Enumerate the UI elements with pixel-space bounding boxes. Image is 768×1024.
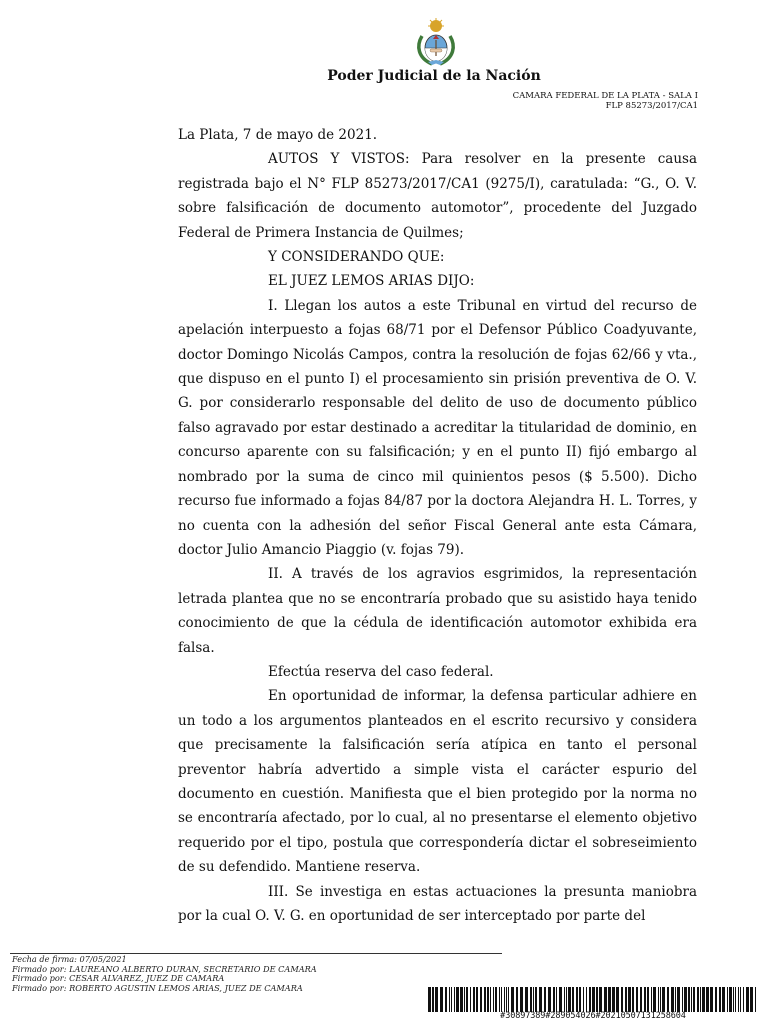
barcode-bar: [596, 987, 598, 1012]
paragraph-section-3: III. Se investiga en estas actuaciones la presunta maniobra por la cual O. V. G. en oportunidad de ser interceptado por parte del: [178, 883, 697, 924]
court-name: CAMARA FEDERAL DE LA PLATA - SALA I: [512, 91, 698, 101]
barcode-bar: [715, 987, 717, 1012]
barcode-bar: [499, 987, 500, 1012]
barcode-bar: [671, 987, 674, 1012]
barcode-bar: [628, 987, 631, 1012]
barcode-bar: [700, 987, 701, 1012]
barcode-bar: [743, 987, 744, 1012]
barcode-bar: [733, 987, 734, 1012]
barcode-bar: [710, 987, 713, 1012]
barcode-bar: [608, 987, 611, 1012]
barcode-bar: [480, 987, 482, 1012]
barcode-bar: [530, 987, 532, 1012]
paragraph-reserva: Efectúa reserva del caso federal.: [268, 663, 494, 680]
barcode-bar: [466, 987, 468, 1012]
paragraph-autos-y-vistos: AUTOS Y VISTOS: Para resolver en la presente causa registrada bajo el N° FLP 85273/2017/CA1 (9275/I), caratulada: “G., O. V. sobre falsificación de documento automotor”, procedente del Juzgado Federal de Primera Instancia de Quilmes;: [178, 151, 697, 241]
case-reference: FLP 85273/2017/CA1: [605, 101, 698, 111]
barcode-bar: [658, 987, 659, 1012]
barcode-bar: [746, 987, 749, 1012]
barcode-bar: [511, 987, 514, 1012]
barcode-bar: [525, 987, 528, 1012]
barcode-bar: [451, 987, 452, 1012]
barcode-bar: [516, 987, 518, 1012]
paragraph-considerando: Y CONSIDERANDO QUE:: [268, 249, 445, 266]
signature-footer: [12, 955, 317, 993]
barcode-bar: [740, 987, 741, 1012]
barcode-bar: [675, 987, 676, 1012]
barcode-bar: [568, 987, 571, 1012]
barcode-bar: [432, 987, 434, 1012]
barcode-bar: [454, 987, 455, 1012]
paragraph-section-2: II. A través de los agravios esgrimidos, la representación letrada plantea que no se encontraría probado que su asistido haya tenido conocimiento de que la cédula de identificación automotor exhibida era falsa.: [178, 566, 697, 656]
barcode-bar: [520, 987, 523, 1012]
barcode-bar: [667, 987, 669, 1012]
barcode-bar: [449, 987, 450, 1012]
barcode-bar: [559, 987, 562, 1012]
barcode-bar: [548, 987, 551, 1012]
barcode-bar: [644, 987, 646, 1012]
barcode-bar: [493, 987, 494, 1012]
signature-line: Firmado por: ROBERTO AGUSTIN LEMOS ARIAS, JUEZ DE CAMARA: [12, 982, 303, 993]
barcode-bar: [702, 987, 705, 1012]
barcode-bar: [616, 987, 619, 1012]
barcode-bar: [583, 987, 584, 1012]
barcode-bar: [735, 987, 736, 1012]
case-header: [513, 91, 698, 111]
barcode-bar: [553, 987, 555, 1012]
barcode-bar: [535, 987, 537, 1012]
barcode-bar: [501, 987, 502, 1012]
barcode-bar: [621, 987, 623, 1012]
barcode-number: #30897389#289054026#20210507131258604: [500, 1011, 686, 1021]
barcode-bar: [592, 987, 595, 1012]
barcode-bar: [579, 987, 581, 1012]
barcode-bar: [566, 987, 567, 1012]
barcode-bar: [440, 987, 443, 1012]
barcode-bar: [533, 987, 534, 1012]
barcode-bar: [625, 987, 627, 1012]
barcode-bar: [589, 987, 591, 1012]
document-body: [178, 123, 697, 928]
barcode-bar: [706, 987, 709, 1012]
barcode-bar: [691, 987, 692, 1012]
barcode-bar: [504, 987, 505, 1012]
barcode-bar: [662, 987, 665, 1012]
paragraph-date: La Plata, 7 de mayo de 2021.: [178, 127, 378, 143]
signature-line: Firmado por: LAUREANO ALBERTO DURAN, SECRETARIO DE CAMARA: [12, 963, 317, 974]
barcode-bar: [470, 987, 471, 1012]
barcode-bar: [647, 987, 649, 1012]
barcode-bar: [755, 987, 756, 1012]
barcode-icon: [428, 987, 758, 1012]
barcode-bar: [636, 987, 638, 1012]
paragraph-judge-heading: EL JUEZ LEMOS ARIAS DIJO:: [268, 273, 475, 290]
barcode-bar: [632, 987, 634, 1012]
barcode-bar: [719, 987, 721, 1012]
barcode-bar: [428, 987, 431, 1012]
barcode-bar: [544, 987, 546, 1012]
barcode-bar: [576, 987, 578, 1012]
barcode-bar: [484, 987, 486, 1012]
barcode-bar: [495, 987, 497, 1012]
barcode-bar: [476, 987, 478, 1012]
barcode-bar: [599, 987, 602, 1012]
paragraph-section-1: I. Llegan los autos a este Tribunal en virtud del recurso de apelación interpuesto a fojas 68/71 por el Defensor Público Coadyuvante, doctor Domingo Nicolás Campos, contra la resolución de fojas 62/66 y vta., que dispuso en el punto I) el procesamiento sin prisión preventiva de O. V. G. por considerarlo responsable del delito de uso de documento público falso agravado por estar destinado a acreditar la titularidad de dominio, en concurso aparente con su falsificación; y en el punto II) fijó embargo al nombrado por la suma de cinco mil quinientos pesos ($ 5.500). Dicho recurso fue informado a fojas 84/87 por la doctora Alejandra H. L. Torres, y no cuenta con la adhesión del señor Fiscal General ante esta Cámara, doctor Julio Amancio Piaggio (v. fojas 79).: [178, 297, 697, 558]
barcode-bar: [508, 987, 509, 1012]
barcode-bar: [688, 987, 690, 1012]
barcode-bar: [460, 987, 463, 1012]
barcode-bar: [738, 987, 739, 1012]
barcode-bar: [653, 987, 656, 1012]
barcode-bar: [677, 987, 680, 1012]
barcode-bar: [727, 987, 728, 1012]
barcode-bar: [693, 987, 695, 1012]
barcode-bar: [729, 987, 732, 1012]
barcode-bar: [473, 987, 475, 1012]
barcode-bar: [572, 987, 574, 1012]
signature-line: Firmado por: CESAR ALVAREZ, JUEZ DE CAMARA: [12, 973, 225, 983]
barcode-bar: [464, 987, 465, 1012]
barcode-bar: [612, 987, 615, 1012]
barcode-bar: [604, 987, 607, 1012]
barcode-bar: [556, 987, 557, 1012]
barcode-bar: [684, 987, 687, 1012]
barcode-bar: [435, 987, 438, 1012]
institution-title: Poder Judicial de la Nación: [327, 68, 541, 84]
barcode-bar: [487, 987, 489, 1012]
barcode-bar: [506, 987, 507, 1012]
barcode-bar: [697, 987, 699, 1012]
barcode-bar: [682, 987, 683, 1012]
barcode-bar: [722, 987, 725, 1012]
barcode-bar: [651, 987, 652, 1012]
coat-of-arms-icon: [414, 18, 458, 66]
barcode-bar: [490, 987, 491, 1012]
barcode-bar: [586, 987, 587, 1012]
barcode-bar: [539, 987, 542, 1012]
barcode-bar: [640, 987, 642, 1012]
barcode-bar: [660, 987, 661, 1012]
barcode-bar: [750, 987, 753, 1012]
barcode-bar: [564, 987, 565, 1012]
paragraph-defensa: En oportunidad de informar, la defensa particular adhiere en un todo a los argumentos planteados en el escrito recursivo y considera que precisamente la falsificación sería atípica en tanto el personal preventor habría advertido a simple vista el carácter espurio del documento en cuestión. Manifiesta que el bien protegido por la norma no se encontraría afectado, por lo cual, al no presentarse el elemento objetivo requerido por el tipo, postula que correspondería dictar el sobreseimiento de su defendido. Mantiene reserva.: [178, 688, 697, 876]
signature-date: Fecha de firma: 07/05/2021: [12, 954, 127, 964]
barcode-bar: [456, 987, 459, 1012]
barcode-bar: [445, 987, 447, 1012]
